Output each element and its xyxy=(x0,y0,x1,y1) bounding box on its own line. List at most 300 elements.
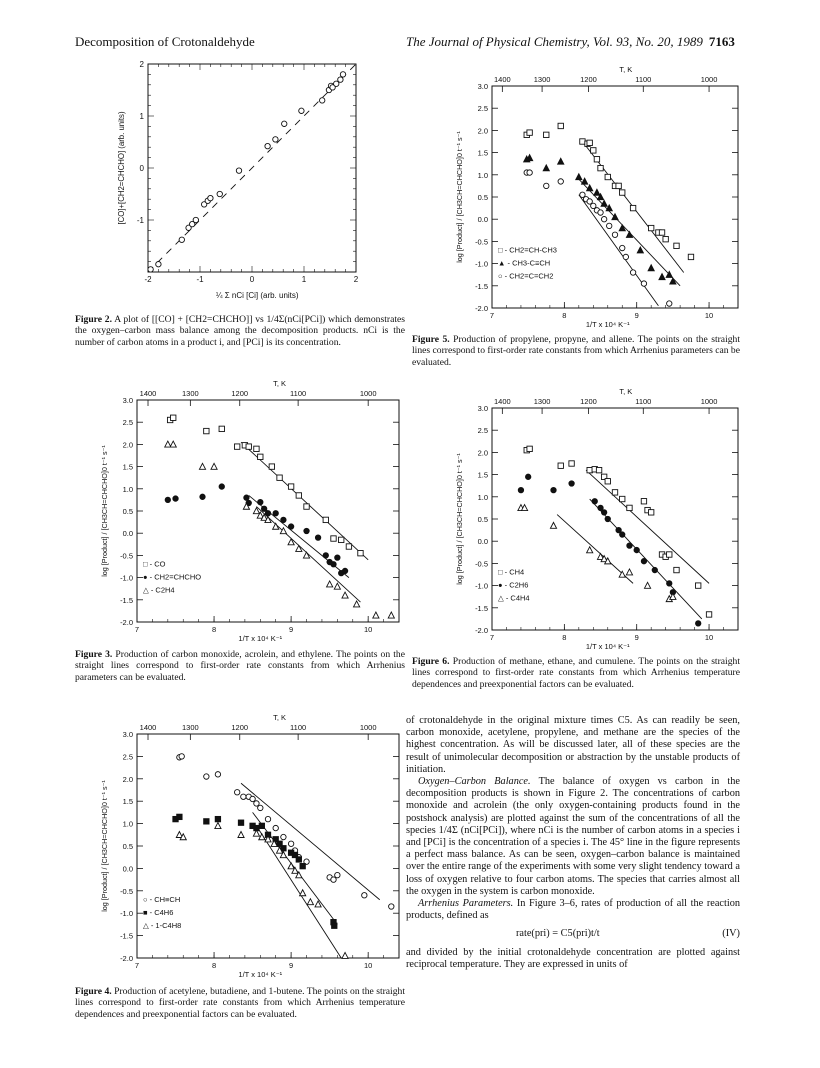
running-head: Decomposition of Crotonaldehyde xyxy=(75,34,255,49)
data-point xyxy=(616,183,621,188)
y-axis-label: log [Product] / [CH3CH=CHCHO]0 t⁻¹ s⁻¹ xyxy=(100,780,109,912)
data-point xyxy=(335,872,340,877)
figure-6-caption xyxy=(412,656,740,690)
top-axis-title: T, K xyxy=(619,387,633,396)
data-point xyxy=(273,137,278,142)
x-tick-label: 7 xyxy=(489,633,495,642)
y-tick-label: 0.0 xyxy=(477,215,488,225)
x-tick-label: 10 xyxy=(704,311,714,320)
data-point xyxy=(236,168,241,173)
data-point xyxy=(288,841,293,846)
data-point xyxy=(315,535,320,540)
data-point xyxy=(258,805,263,810)
data-point xyxy=(269,464,274,469)
data-point xyxy=(518,487,523,492)
y-tick-label: 0.5 xyxy=(122,507,133,516)
x-tick-label: 10 xyxy=(364,625,373,634)
data-point xyxy=(250,796,255,801)
figure-6-caption-label: Figure 6. xyxy=(412,656,450,667)
data-point xyxy=(674,567,679,572)
data-point xyxy=(626,569,632,575)
top-tick-label: 1100 xyxy=(635,397,652,406)
top-tick-label: 1200 xyxy=(231,723,249,732)
data-point xyxy=(246,444,251,449)
data-point xyxy=(238,832,244,838)
data-point xyxy=(156,262,161,267)
legend-entry: ● - CH2=CHCHO xyxy=(143,572,202,582)
data-point xyxy=(288,539,294,545)
data-point xyxy=(696,621,701,626)
data-point xyxy=(265,511,270,516)
x-tick-label: -2 xyxy=(144,275,152,284)
journal-name: The Journal of Physical Chemistry, Vol. 93, No. 20, 1989 xyxy=(406,34,703,49)
figure-4 xyxy=(95,700,400,982)
data-point xyxy=(598,210,603,215)
figure-4-caption xyxy=(75,986,405,1020)
data-point xyxy=(304,504,309,509)
y-tick-label: 0.0 xyxy=(122,864,133,874)
data-point xyxy=(688,254,693,259)
data-point xyxy=(623,254,628,259)
data-point xyxy=(667,301,672,306)
data-point xyxy=(641,499,646,504)
top-tick-label: 1200 xyxy=(231,389,249,398)
data-point xyxy=(234,444,239,449)
y-tick-label: 0.5 xyxy=(477,515,488,524)
section-heading-arrhenius: Arrhenius Parameters. xyxy=(418,898,514,910)
y-tick-label: 2.5 xyxy=(477,426,488,436)
section-heading-oxygen-carbon: Oxygen–Carbon Balance. xyxy=(418,776,531,788)
data-point xyxy=(219,484,224,489)
x-tick-label: 9 xyxy=(634,311,639,320)
data-point xyxy=(258,499,263,504)
top-tick-label: 1300 xyxy=(182,723,199,732)
figure-5-caption-label: Figure 5. xyxy=(412,334,450,345)
fit-line xyxy=(256,826,341,958)
data-point xyxy=(334,81,339,86)
x-tick-label: 8 xyxy=(562,311,567,320)
top-tick-label: 1400 xyxy=(493,397,511,406)
figure-2-caption xyxy=(75,314,405,348)
y-tick-label: -2.0 xyxy=(120,618,133,627)
y-tick-label: 0.5 xyxy=(477,193,488,202)
top-axis-title: T, K xyxy=(273,379,287,388)
x-tick-label: 9 xyxy=(289,625,294,634)
data-point xyxy=(594,189,600,195)
data-point xyxy=(663,236,668,241)
y-tick-label: -2.0 xyxy=(475,626,488,635)
data-point xyxy=(558,123,563,128)
data-point xyxy=(648,510,653,515)
data-point xyxy=(296,545,302,551)
data-point xyxy=(620,190,625,195)
figure-4-plot xyxy=(95,700,400,982)
data-point xyxy=(300,863,305,868)
y-tick-label: -1.5 xyxy=(475,281,488,291)
data-point xyxy=(634,547,639,552)
figure-5-plot xyxy=(450,60,740,332)
equation-formula: rate(pri) = C5(pri)t/t xyxy=(516,928,600,940)
y-tick-label: 2.0 xyxy=(122,774,133,784)
figure-2 xyxy=(100,56,400,306)
data-point xyxy=(332,923,337,928)
data-point xyxy=(346,544,351,549)
data-point xyxy=(273,511,278,516)
equation-number: (IV) xyxy=(722,928,740,940)
figure-5-caption xyxy=(412,334,740,368)
top-tick-label: 1200 xyxy=(580,397,597,406)
data-point xyxy=(667,581,672,586)
paragraph-2-text: The balance of oxygen vs carbon in the decomposition products is shown in Figure 2. The concentrations of carbon monoxide and acrolein (the only oxygen-containing products found in the postshock analysis) are plotted against the sum of the concentrations of all the species 1/4Σ (nCi[PCi]), where nCi is the number of carbon atoms in a species i and [PCi] is the concentration of a species i. The 45° line in the figure represents a perfect mass balance. As can be seen, oxygen–carbon balance is maintained over the entire range of the experiments with some very slight tendency toward a loss of oxygen relative to four carbon atoms. The species that carries almost all the oxygen in the system is carbon monoxide. xyxy=(406,776,740,897)
top-tick-label: 1100 xyxy=(290,723,307,732)
x-axis-label: ¼ Σ nCi [Ci] (arb. units) xyxy=(215,291,299,300)
y-tick-label: 0.0 xyxy=(122,529,133,539)
data-point xyxy=(211,463,217,469)
figure-6-plot xyxy=(450,382,740,654)
y-tick-label: -1.5 xyxy=(475,603,488,613)
top-tick-label: 1400 xyxy=(139,723,157,732)
x-tick-label: 8 xyxy=(562,633,567,642)
y-tick-label: -0.5 xyxy=(120,886,133,896)
data-point xyxy=(587,467,592,472)
x-tick-label: 8 xyxy=(211,625,217,634)
data-point xyxy=(323,553,328,558)
x-tick-label: 7 xyxy=(489,311,495,320)
data-point xyxy=(323,517,328,522)
data-point xyxy=(338,77,343,82)
data-point xyxy=(652,567,657,572)
data-point xyxy=(659,230,664,235)
legend-entry: □ - CO xyxy=(143,559,166,569)
top-tick-label: 1200 xyxy=(580,75,597,84)
data-point xyxy=(580,139,585,144)
legend-entry: ○ - CH≡CH xyxy=(143,895,181,904)
data-point xyxy=(525,474,530,479)
data-point xyxy=(627,543,632,548)
data-point xyxy=(335,555,340,560)
data-point xyxy=(527,446,532,451)
y-tick-label: 1.5 xyxy=(122,462,133,472)
top-tick-label: 1000 xyxy=(359,723,377,732)
fit-line xyxy=(241,783,380,899)
series-2 xyxy=(524,170,672,306)
x-axis-label: 1/T x 10⁴ K⁻¹ xyxy=(585,642,630,651)
data-point xyxy=(605,174,610,179)
data-point xyxy=(612,490,617,495)
data-point xyxy=(177,814,182,819)
data-point xyxy=(208,195,213,200)
data-point xyxy=(389,904,394,909)
y-tick-label: 2.5 xyxy=(122,752,133,762)
data-point xyxy=(170,441,176,447)
x-axis-label: 1/T x 10⁴ K⁻¹ xyxy=(238,634,283,643)
data-point xyxy=(544,183,549,188)
figure-3-plot xyxy=(95,374,400,649)
data-point xyxy=(200,494,205,499)
data-point xyxy=(331,877,336,882)
data-point xyxy=(334,583,340,589)
data-point xyxy=(241,794,246,799)
data-point xyxy=(696,583,701,588)
data-point xyxy=(327,581,333,587)
data-point xyxy=(605,479,610,484)
data-point xyxy=(148,267,153,272)
data-point xyxy=(706,612,711,617)
data-point xyxy=(601,510,606,515)
y-axis-label: log [Product] / [CH3CH=CHCHO]0 t⁻¹ s⁻¹ xyxy=(455,453,464,585)
data-point xyxy=(258,454,263,459)
y-tick-label: 3.0 xyxy=(477,404,488,413)
y-tick-label: 1.5 xyxy=(122,797,133,807)
legend-entry: ▲ - CH3-C≡CH xyxy=(498,258,551,268)
y-tick-label: 0 xyxy=(139,164,144,173)
x-tick-label: 9 xyxy=(634,633,639,642)
data-point xyxy=(193,217,198,222)
paragraph-3-text: In Figure 3–6, rates of production of all the reaction products, defined as xyxy=(406,898,740,922)
data-point xyxy=(543,165,549,171)
data-point xyxy=(558,158,564,164)
top-tick-label: 1300 xyxy=(182,389,199,398)
y-tick-label: 1.5 xyxy=(477,148,488,158)
data-point xyxy=(165,497,170,502)
data-point xyxy=(204,819,209,824)
data-point xyxy=(342,568,347,573)
data-point xyxy=(587,140,592,145)
data-point xyxy=(620,532,625,537)
y-tick-label: 2.5 xyxy=(122,418,133,428)
data-point xyxy=(179,237,184,242)
data-point xyxy=(265,816,270,821)
top-tick-label: 1000 xyxy=(700,397,718,406)
data-point xyxy=(674,243,679,248)
data-point xyxy=(238,820,243,825)
data-point xyxy=(630,270,635,275)
data-point xyxy=(296,493,301,498)
data-point xyxy=(648,265,654,271)
data-point xyxy=(300,890,306,896)
data-point xyxy=(219,426,224,431)
data-point xyxy=(282,121,287,126)
data-point xyxy=(620,496,625,501)
y-tick-label: 1.0 xyxy=(122,484,133,494)
data-point xyxy=(254,446,259,451)
data-point xyxy=(641,281,646,286)
figure-6 xyxy=(450,382,740,654)
data-point xyxy=(582,178,588,184)
x-tick-label: 7 xyxy=(134,625,140,634)
series-0 xyxy=(524,123,694,259)
figure-6-caption-text: Production of methane, ethane, and cumulene. The points on the straight lines correspond to first-order rate constants from which Arrhenius temperature dependences and preexponential factors can be evaluated. xyxy=(412,656,740,690)
paragraph-2 xyxy=(406,776,740,898)
y-tick-label: 2.5 xyxy=(477,104,488,114)
data-point xyxy=(551,487,556,492)
y-tick-label: -2.0 xyxy=(120,954,133,963)
top-tick-label: 1000 xyxy=(359,389,377,398)
y-tick-label: -1.0 xyxy=(120,573,133,583)
paragraph-1: of crotonaldehyde in the original mixture times C5. As can readily be seen, carbon monoxide, acetylene, propylene, and methane are the species of the highest concentration. As will be discussed later, all of these species are the result of unimolecular decomposition or abstraction by the unstable products of initiation. xyxy=(406,715,740,775)
paragraph-3 xyxy=(406,898,740,922)
data-point xyxy=(215,816,220,821)
data-point xyxy=(179,754,184,759)
top-axis-title: T, K xyxy=(619,65,633,74)
legend-entry: ■ - C4H6 xyxy=(143,908,174,917)
figure-2-plot xyxy=(100,56,400,306)
legend-entry: △ - 1-C4H8 xyxy=(143,921,182,930)
data-point xyxy=(277,475,282,480)
x-axis-label: 1/T x 10⁴ K⁻¹ xyxy=(585,320,630,329)
data-point xyxy=(627,505,632,510)
legend-entry: ○ - CH2=C=CH2 xyxy=(498,271,554,281)
y-axis-label: log [Product] / [CH3CH=CHCHO]0 t⁻¹ s⁻¹ xyxy=(100,445,109,577)
data-point xyxy=(388,612,394,618)
body-text xyxy=(406,715,740,971)
x-tick-label: -1 xyxy=(196,275,204,284)
y-tick-label: -2.0 xyxy=(475,304,488,313)
data-point xyxy=(550,522,556,528)
x-tick-label: 10 xyxy=(364,961,373,970)
equation-iv xyxy=(406,928,740,940)
x-tick-label: 2 xyxy=(353,275,359,284)
data-point xyxy=(307,899,313,905)
data-point xyxy=(320,98,325,103)
data-point xyxy=(244,495,249,500)
y-tick-label: -1.0 xyxy=(120,909,133,919)
paragraph-4: and divided by the initial crotonaldehyde concentration are plotted against reciprocal temperature. They are expressed in units of xyxy=(406,946,740,970)
y-tick-label: -1.0 xyxy=(475,581,488,591)
legend-entry: □ - CH4 xyxy=(498,567,525,577)
data-point xyxy=(527,130,532,135)
data-point xyxy=(215,772,220,777)
data-point xyxy=(339,537,344,542)
y-tick-label: -1.0 xyxy=(475,259,488,269)
figure-5-caption-text: Production of propylene, propyne, and allene. The points on the straight lines correspond to first-order rate constants from which Arrhenius parameters can be evaluated. xyxy=(412,334,740,368)
data-point xyxy=(358,550,363,555)
data-point xyxy=(331,562,336,567)
series-1 xyxy=(173,814,337,928)
data-point xyxy=(601,217,606,222)
data-point xyxy=(234,790,239,795)
data-point xyxy=(598,165,603,170)
top-tick-label: 1400 xyxy=(493,75,511,84)
y-axis-label: [CO]+[CH2=CHCHO] (arb. units) xyxy=(117,111,126,225)
x-tick-label: 1 xyxy=(301,275,307,284)
data-point xyxy=(607,223,612,228)
data-point xyxy=(261,506,266,511)
legend-entry: □ - CH2=CH-CH3 xyxy=(498,245,557,255)
series-2 xyxy=(518,505,676,602)
data-point xyxy=(299,108,304,113)
legend-entry: △ - C4H4 xyxy=(498,593,530,603)
data-point xyxy=(265,143,270,148)
data-point xyxy=(558,463,563,468)
data-point xyxy=(544,132,549,137)
series-2 xyxy=(165,441,395,618)
data-point xyxy=(648,225,653,230)
x-axis-label: 1/T x 10⁴ K⁻¹ xyxy=(238,970,283,979)
data-point xyxy=(641,558,646,563)
data-point xyxy=(596,467,601,472)
data-point xyxy=(171,415,176,420)
y-tick-label: 3.0 xyxy=(122,730,133,739)
data-point xyxy=(569,461,574,466)
data-point xyxy=(667,552,672,557)
data-point xyxy=(204,774,209,779)
y-tick-label: -0.5 xyxy=(475,559,488,569)
y-tick-label: 2.0 xyxy=(122,440,133,450)
data-point xyxy=(259,823,264,828)
data-point xyxy=(340,72,345,77)
top-tick-label: 1100 xyxy=(635,75,652,84)
data-point xyxy=(304,528,309,533)
y-tick-label: 0.5 xyxy=(122,842,133,851)
data-point xyxy=(281,517,286,522)
data-point xyxy=(273,825,278,830)
data-point xyxy=(612,232,617,237)
page-number: 7163 xyxy=(708,34,735,49)
y-tick-label: 1.0 xyxy=(477,492,488,502)
data-point xyxy=(644,582,650,588)
figure-3-caption-label: Figure 3. xyxy=(75,649,113,660)
figure-3 xyxy=(95,374,400,649)
data-point xyxy=(558,179,563,184)
data-point xyxy=(659,274,665,280)
data-point xyxy=(527,170,532,175)
y-tick-label: 0.0 xyxy=(477,537,488,547)
data-point xyxy=(362,893,367,898)
series-0 xyxy=(167,415,363,556)
top-axis-title: T, K xyxy=(273,713,287,722)
data-point xyxy=(587,547,593,553)
data-point xyxy=(280,528,286,534)
y-tick-label: 3.0 xyxy=(122,396,133,405)
data-point xyxy=(594,157,599,162)
series-0 xyxy=(177,754,394,909)
data-point xyxy=(217,191,222,196)
x-tick-label: 7 xyxy=(134,961,140,970)
top-tick-label: 1400 xyxy=(139,389,157,398)
data-point xyxy=(165,441,171,447)
y-tick-label: 2 xyxy=(139,60,144,69)
data-point xyxy=(288,524,293,529)
top-tick-label: 1100 xyxy=(290,389,307,398)
figure-3-caption xyxy=(75,649,405,683)
y-tick-label: -1.5 xyxy=(120,595,133,605)
top-tick-label: 1300 xyxy=(533,397,551,406)
figure-3-caption-text: Production of carbon monoxide, acrolein, and ethylene. The points on the straight lines correspond to first-order rate constants from which Arrhenius parameters can be evaluated. xyxy=(75,649,405,683)
x-tick-label: 10 xyxy=(704,633,714,642)
y-tick-label: 1.0 xyxy=(122,819,133,829)
y-tick-label: 1.0 xyxy=(477,170,488,180)
y-axis-label: log [Product] / [CH3CH=CHCHO]0 t⁻¹ s⁻¹ xyxy=(455,131,464,263)
journal-citation xyxy=(406,34,735,50)
series-2 xyxy=(176,823,348,959)
data-point xyxy=(605,516,610,521)
y-tick-label: 2.0 xyxy=(477,448,488,458)
data-point xyxy=(342,592,348,598)
figure-2-caption-label: Figure 2. xyxy=(75,314,112,325)
data-point xyxy=(259,834,265,840)
legend-entry: △ - C2H4 xyxy=(143,585,175,595)
y-tick-label: -0.5 xyxy=(475,237,488,247)
y-tick-label: -1 xyxy=(136,216,144,225)
figure-4-caption-label: Figure 4. xyxy=(75,986,112,997)
data-point xyxy=(569,481,574,486)
y-tick-label: -1.5 xyxy=(120,931,133,941)
x-tick-label: 9 xyxy=(289,961,294,970)
data-point xyxy=(288,484,293,489)
data-point xyxy=(281,834,286,839)
data-point xyxy=(620,245,625,250)
